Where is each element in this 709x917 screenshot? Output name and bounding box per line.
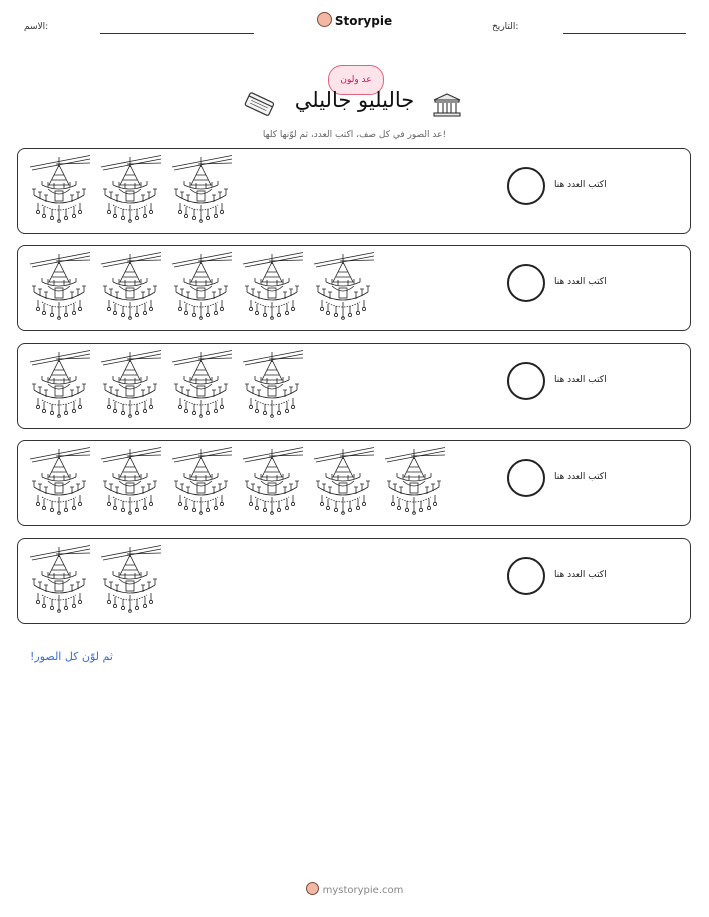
- chandelier-icon: [28, 447, 91, 515]
- count-row: [17, 343, 691, 429]
- count-row: [17, 148, 691, 234]
- picture-group: [28, 447, 446, 515]
- answer-circle[interactable]: [507, 167, 545, 205]
- picture-group: [28, 350, 304, 418]
- chandelier-icon: [28, 155, 91, 223]
- footer-site: mystorypie.com: [322, 885, 404, 896]
- chandelier-icon: [99, 447, 162, 515]
- activity-badge: عد ولون: [328, 65, 384, 95]
- brand-logo: [0, 12, 709, 28]
- answer-label: اكتب العدد هنا: [554, 375, 607, 385]
- chandelier-icon: [99, 155, 162, 223]
- footer: [0, 882, 709, 896]
- chandelier-icon: [170, 252, 233, 320]
- answer-circle[interactable]: [507, 264, 545, 302]
- answer-circle[interactable]: [507, 557, 545, 595]
- name-line[interactable]: [100, 33, 254, 34]
- answer-circle[interactable]: [507, 459, 545, 497]
- chandelier-icon: [241, 252, 304, 320]
- answer-label: اكتب العدد هنا: [554, 472, 607, 482]
- chandelier-icon: [28, 252, 91, 320]
- date-line[interactable]: [563, 33, 686, 34]
- answer-label: اكتب العدد هنا: [554, 570, 607, 580]
- storypie-logo-icon: [306, 882, 319, 895]
- answer-label: اكتب العدد هنا: [554, 277, 607, 287]
- picture-group: [28, 545, 162, 613]
- brand-name: Storypie: [334, 14, 393, 28]
- count-row: [17, 440, 691, 526]
- chandelier-icon: [383, 447, 446, 515]
- chandelier-icon: [312, 252, 375, 320]
- page-title: جاليليو جاليلي: [294, 88, 415, 112]
- count-row: [17, 538, 691, 624]
- chandelier-icon: [170, 447, 233, 515]
- chandelier-icon: [312, 447, 375, 515]
- chandelier-icon: [241, 447, 304, 515]
- chandelier-icon: [99, 252, 162, 320]
- answer-circle[interactable]: [507, 362, 545, 400]
- answer-label: اكتب العدد هنا: [554, 180, 607, 190]
- storypie-logo-icon: [317, 12, 332, 27]
- chandelier-icon: [99, 545, 162, 613]
- count-row: [17, 245, 691, 331]
- chandelier-icon: [99, 350, 162, 418]
- picture-group: [28, 252, 375, 320]
- instructions: عد الصور في كل صف، اكتب العدد، ثم لوّنها كلها!: [262, 130, 447, 140]
- picture-group: [28, 155, 233, 223]
- chandelier-icon: [170, 155, 233, 223]
- chandelier-icon: [28, 545, 91, 613]
- chandelier-icon: [28, 350, 91, 418]
- museum-icon: [432, 92, 462, 118]
- color-instruction: ثم لوّن كل الصور!: [30, 650, 113, 663]
- chandelier-icon: [241, 350, 304, 418]
- chandelier-icon: [170, 350, 233, 418]
- name-label: الاسم:: [24, 22, 49, 32]
- date-label: التاريخ:: [492, 22, 519, 32]
